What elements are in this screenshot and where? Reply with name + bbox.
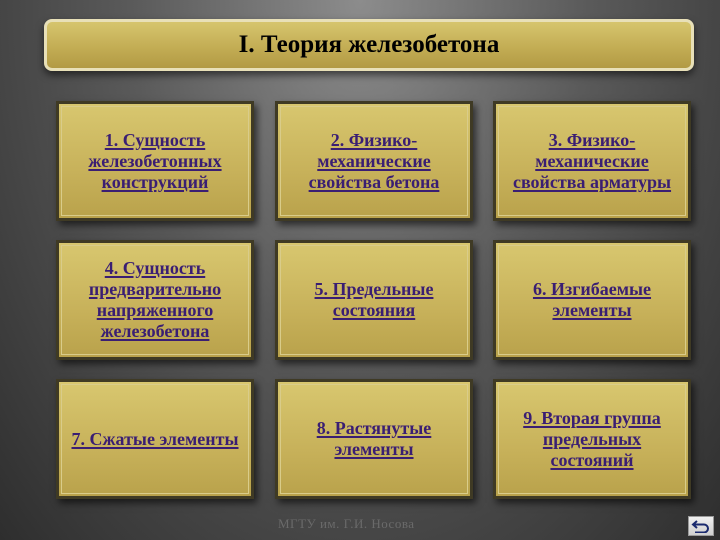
- topic-link-1[interactable]: [56, 101, 254, 221]
- topic-link-4[interactable]: [56, 240, 254, 360]
- topic-link-7[interactable]: [56, 379, 254, 499]
- topic-link-3[interactable]: [493, 101, 691, 221]
- topic-link-label[interactable]: 6. Изгибаемые элементы: [532, 279, 652, 320]
- topic-link-label[interactable]: 5. Предельные состояния: [314, 279, 434, 320]
- topic-link-label[interactable]: 1. Сущность железобетонных конструкций: [88, 129, 222, 192]
- back-button[interactable]: [688, 516, 714, 536]
- topic-link-label[interactable]: 2. Физико-механические свойства бетона: [308, 129, 440, 192]
- topic-link-6[interactable]: [493, 240, 691, 360]
- topic-link-label[interactable]: 9. Вторая группа предельных состояний: [523, 407, 661, 470]
- footer-watermark: МГТУ им. Г.И. Носова: [278, 516, 415, 531]
- slide-title: I. Теория железобетона: [238, 31, 500, 58]
- topic-link-2[interactable]: [275, 101, 473, 221]
- return-arrow-icon: [691, 519, 711, 533]
- topic-link-8[interactable]: [275, 379, 473, 499]
- topic-link-label[interactable]: 3. Физико-механические свойства арматуры: [512, 129, 672, 192]
- topic-link-label[interactable]: 7. Сжатые элементы: [71, 428, 239, 449]
- topic-link-9[interactable]: [493, 379, 691, 499]
- topic-link-5[interactable]: [275, 240, 473, 360]
- topic-link-label[interactable]: 8. Растянутые элементы: [316, 418, 432, 459]
- topic-link-label[interactable]: 4. Сущность предварительно напряженного железобетона: [88, 258, 222, 341]
